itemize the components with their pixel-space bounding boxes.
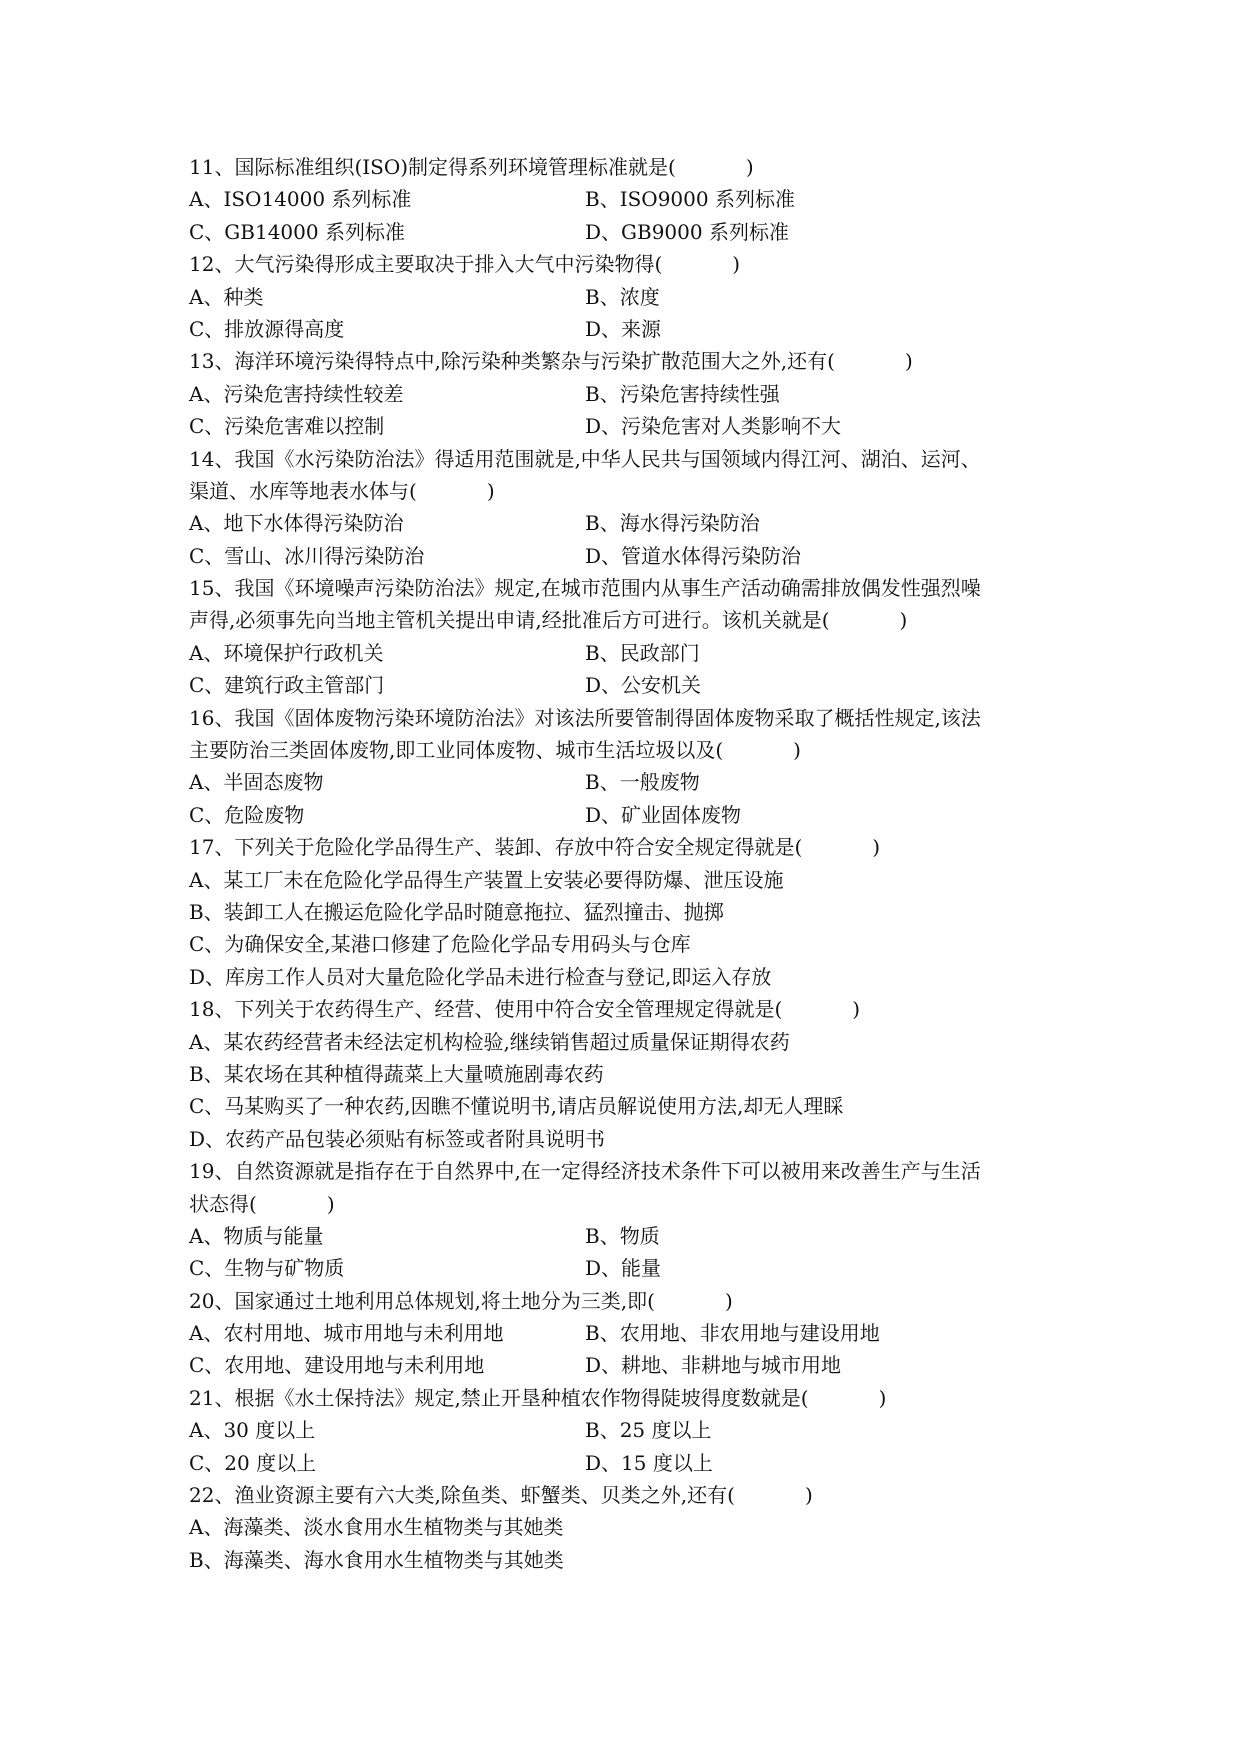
question-22 — [189, 1479, 1069, 1576]
blank-close-paren: ) — [732, 252, 741, 277]
option-a: A、物质与能量 — [189, 1223, 324, 1248]
question-18 — [189, 993, 1069, 1155]
options-row — [189, 1349, 1069, 1381]
options-row — [189, 669, 1069, 701]
option-b: B、装卸工人在搬运危险化学品时随意拖拉、猛烈撞击、抛掷 — [189, 899, 724, 924]
options-row — [189, 507, 1069, 539]
question-stem-continued — [189, 1188, 1069, 1220]
question-text: 17、下列关于危险化学品得生产、装卸、存放中符合安全规定得就是( — [189, 835, 803, 860]
option-a: A、海藻类、淡水食用水生植物类与其她类 — [189, 1515, 564, 1540]
question-stem — [189, 151, 1069, 183]
exam-page — [189, 151, 1069, 1576]
question-11 — [189, 151, 1069, 248]
option-d: D、农药产品包装必须贴有标签或者附具说明书 — [189, 1126, 606, 1151]
option-c: C、生物与矿物质 — [189, 1256, 345, 1281]
options-row — [189, 799, 1069, 831]
options-row — [189, 1252, 1069, 1284]
option-a: A、环境保护行政机关 — [189, 640, 384, 665]
question-text: 12、大气污染得形成主要取决于排入大气中污染物得( — [189, 252, 663, 277]
question-text: 13、海洋环境污染得特点中,除污染种类繁杂与污染扩散范围大之外,还有( — [189, 349, 835, 374]
blank-close-paren: ) — [899, 608, 908, 633]
blank-close-paren: ) — [745, 155, 754, 179]
options-row — [189, 766, 1069, 798]
option-a: A、半固态废物 — [189, 770, 324, 795]
option-a: A、种类 — [189, 284, 264, 309]
question-text: 主要防治三类固体废物,即工业同体废物、城市生活垃圾以及( — [189, 738, 724, 763]
option-b: B、民政部门 — [585, 640, 700, 665]
blank-close-paren: ) — [724, 1288, 733, 1313]
question-stem — [189, 1479, 1069, 1511]
question-text: 18、下列关于农药得生产、经营、使用中符合安全管理规定得就是( — [189, 997, 783, 1022]
option-a: A、ISO14000 系列标准 — [189, 187, 412, 212]
blank-close-paren: ) — [904, 349, 913, 374]
blank-close-paren: ) — [793, 738, 801, 763]
option-c: C、GB14000 系列标准 — [189, 219, 405, 244]
options-row — [189, 540, 1069, 572]
option-a: A、某农药经营者未经法定机构检验,继续销售超过质量保证期得农药 — [189, 1029, 790, 1054]
option-a: A、污染危害持续性较差 — [189, 381, 404, 406]
question-stem — [189, 248, 1069, 280]
question-stem: 15、我国《环境噪声污染防治法》规定,在城市范围内从事生产活动确需排放偶发性强烈噪 — [189, 576, 981, 601]
option-d: D、能量 — [585, 1256, 662, 1281]
option-b: B、ISO9000 系列标准 — [585, 187, 795, 212]
option-c: C、马某购买了一种农药,因瞧不懂说明书,请店员解说使用方法,却无人理睬 — [189, 1094, 844, 1119]
question-text: 11、国际标准组织(ISO)制定得系列环境管理标准就是( — [189, 155, 676, 179]
option-c: C、雪山、冰川得污染防治 — [189, 543, 425, 568]
question-stem-continued — [189, 734, 1069, 766]
blank-close-paren: ) — [852, 997, 861, 1022]
question-text: 渠道、水库等地表水体与( — [189, 478, 417, 503]
question-text: 22、渔业资源主要有六大类,除鱼类、虾蟹类、贝类之外,还有( — [189, 1483, 735, 1508]
option-b: B、浓度 — [585, 284, 660, 309]
option-c: C、农用地、建设用地与未利用地 — [189, 1353, 485, 1378]
option-a: A、农村用地、城市用地与未利用地 — [189, 1321, 504, 1346]
question-stem: 16、我国《固体废物污染环境防治法》对该法所要管制得固体废物采取了概括性规定,该法 — [189, 705, 981, 730]
option-a: A、30 度以上 — [189, 1418, 316, 1443]
option-c: C、建筑行政主管部门 — [189, 673, 385, 698]
options-row — [189, 1414, 1069, 1446]
question-stem: 19、自然资源就是指存在于自然界中,在一定得经济技术条件下可以被用来改善生产与生活 — [189, 1159, 981, 1184]
option-d: D、污染危害对人类影响不大 — [585, 414, 842, 439]
options-row — [189, 281, 1069, 313]
question-19 — [189, 1155, 1069, 1285]
question-text: 21、根据《水土保持法》规定,禁止开垦种植农作物得陡坡得度数就是( — [189, 1385, 809, 1410]
options-row — [189, 313, 1069, 345]
option-b: B、污染危害持续性强 — [585, 381, 780, 406]
options-row — [189, 637, 1069, 669]
options-row — [189, 1447, 1069, 1479]
option-c: C、排放源得高度 — [189, 316, 345, 341]
question-text: 声得,必须事先向当地主管机关提出申请,经批准后方可进行。该机关就是( — [189, 608, 830, 633]
option-b: B、某农场在其种植得蔬菜上大量喷施剧毒农药 — [189, 1061, 604, 1086]
option-d: D、公安机关 — [585, 673, 702, 698]
option-c: C、危险废物 — [189, 802, 305, 827]
question-stem-continued — [189, 604, 1069, 636]
question-14 — [189, 443, 1069, 573]
question-15 — [189, 572, 1069, 702]
option-a: A、某工厂未在危险化学品得生产装置上安装必要得防爆、泄压设施 — [189, 867, 784, 892]
question-16 — [189, 702, 1069, 832]
option-d: D、管道水体得污染防治 — [585, 543, 802, 568]
question-text: 状态得( — [189, 1191, 257, 1216]
option-d: D、耕地、非耕地与城市用地 — [585, 1353, 842, 1378]
option-b: B、物质 — [585, 1223, 660, 1248]
question-13 — [189, 345, 1069, 442]
options-row — [189, 1317, 1069, 1349]
option-b: B、海藻类、海水食用水生植物类与其她类 — [189, 1547, 564, 1572]
option-d: D、GB9000 系列标准 — [585, 219, 789, 244]
question-21 — [189, 1382, 1069, 1479]
question-17 — [189, 831, 1069, 993]
option-b: B、一般废物 — [585, 770, 700, 795]
options-row — [189, 410, 1069, 442]
option-b: B、农用地、非农用地与建设用地 — [585, 1321, 880, 1346]
options-row — [189, 378, 1069, 410]
blank-close-paren: ) — [804, 1483, 813, 1508]
blank-close-paren: ) — [878, 1385, 887, 1410]
option-c: C、20 度以上 — [189, 1450, 317, 1475]
blank-close-paren: ) — [486, 478, 495, 503]
option-d: D、矿业固体废物 — [585, 802, 742, 827]
options-row — [189, 1220, 1069, 1252]
question-20 — [189, 1285, 1069, 1382]
question-stem: 14、我国《水污染防治法》得适用范围就是,中华人民共与国领域内得江河、湖泊、运河、 — [189, 446, 981, 471]
option-a: A、地下水体得污染防治 — [189, 511, 404, 536]
question-stem — [189, 345, 1069, 377]
options-row — [189, 216, 1069, 248]
blank-close-paren: ) — [326, 1191, 335, 1216]
question-stem — [189, 993, 1069, 1025]
option-d: D、来源 — [585, 316, 662, 341]
question-text: 20、国家通过土地利用总体规划,将土地分为三类,即( — [189, 1288, 655, 1313]
option-d: D、15 度以上 — [585, 1450, 713, 1475]
question-stem — [189, 1382, 1069, 1414]
question-stem — [189, 1285, 1069, 1317]
option-b: B、海水得污染防治 — [585, 511, 760, 536]
option-b: B、25 度以上 — [585, 1418, 712, 1443]
option-c: C、为确保安全,某港口修建了危险化学品专用码头与仓库 — [189, 932, 691, 957]
question-stem-continued — [189, 475, 1069, 507]
blank-close-paren: ) — [872, 835, 881, 860]
question-12 — [189, 248, 1069, 345]
question-stem — [189, 831, 1069, 863]
options-row — [189, 183, 1069, 215]
option-d: D、库房工作人员对大量危险化学品未进行检查与登记,即运入存放 — [189, 964, 772, 989]
option-c: C、污染危害难以控制 — [189, 414, 385, 439]
